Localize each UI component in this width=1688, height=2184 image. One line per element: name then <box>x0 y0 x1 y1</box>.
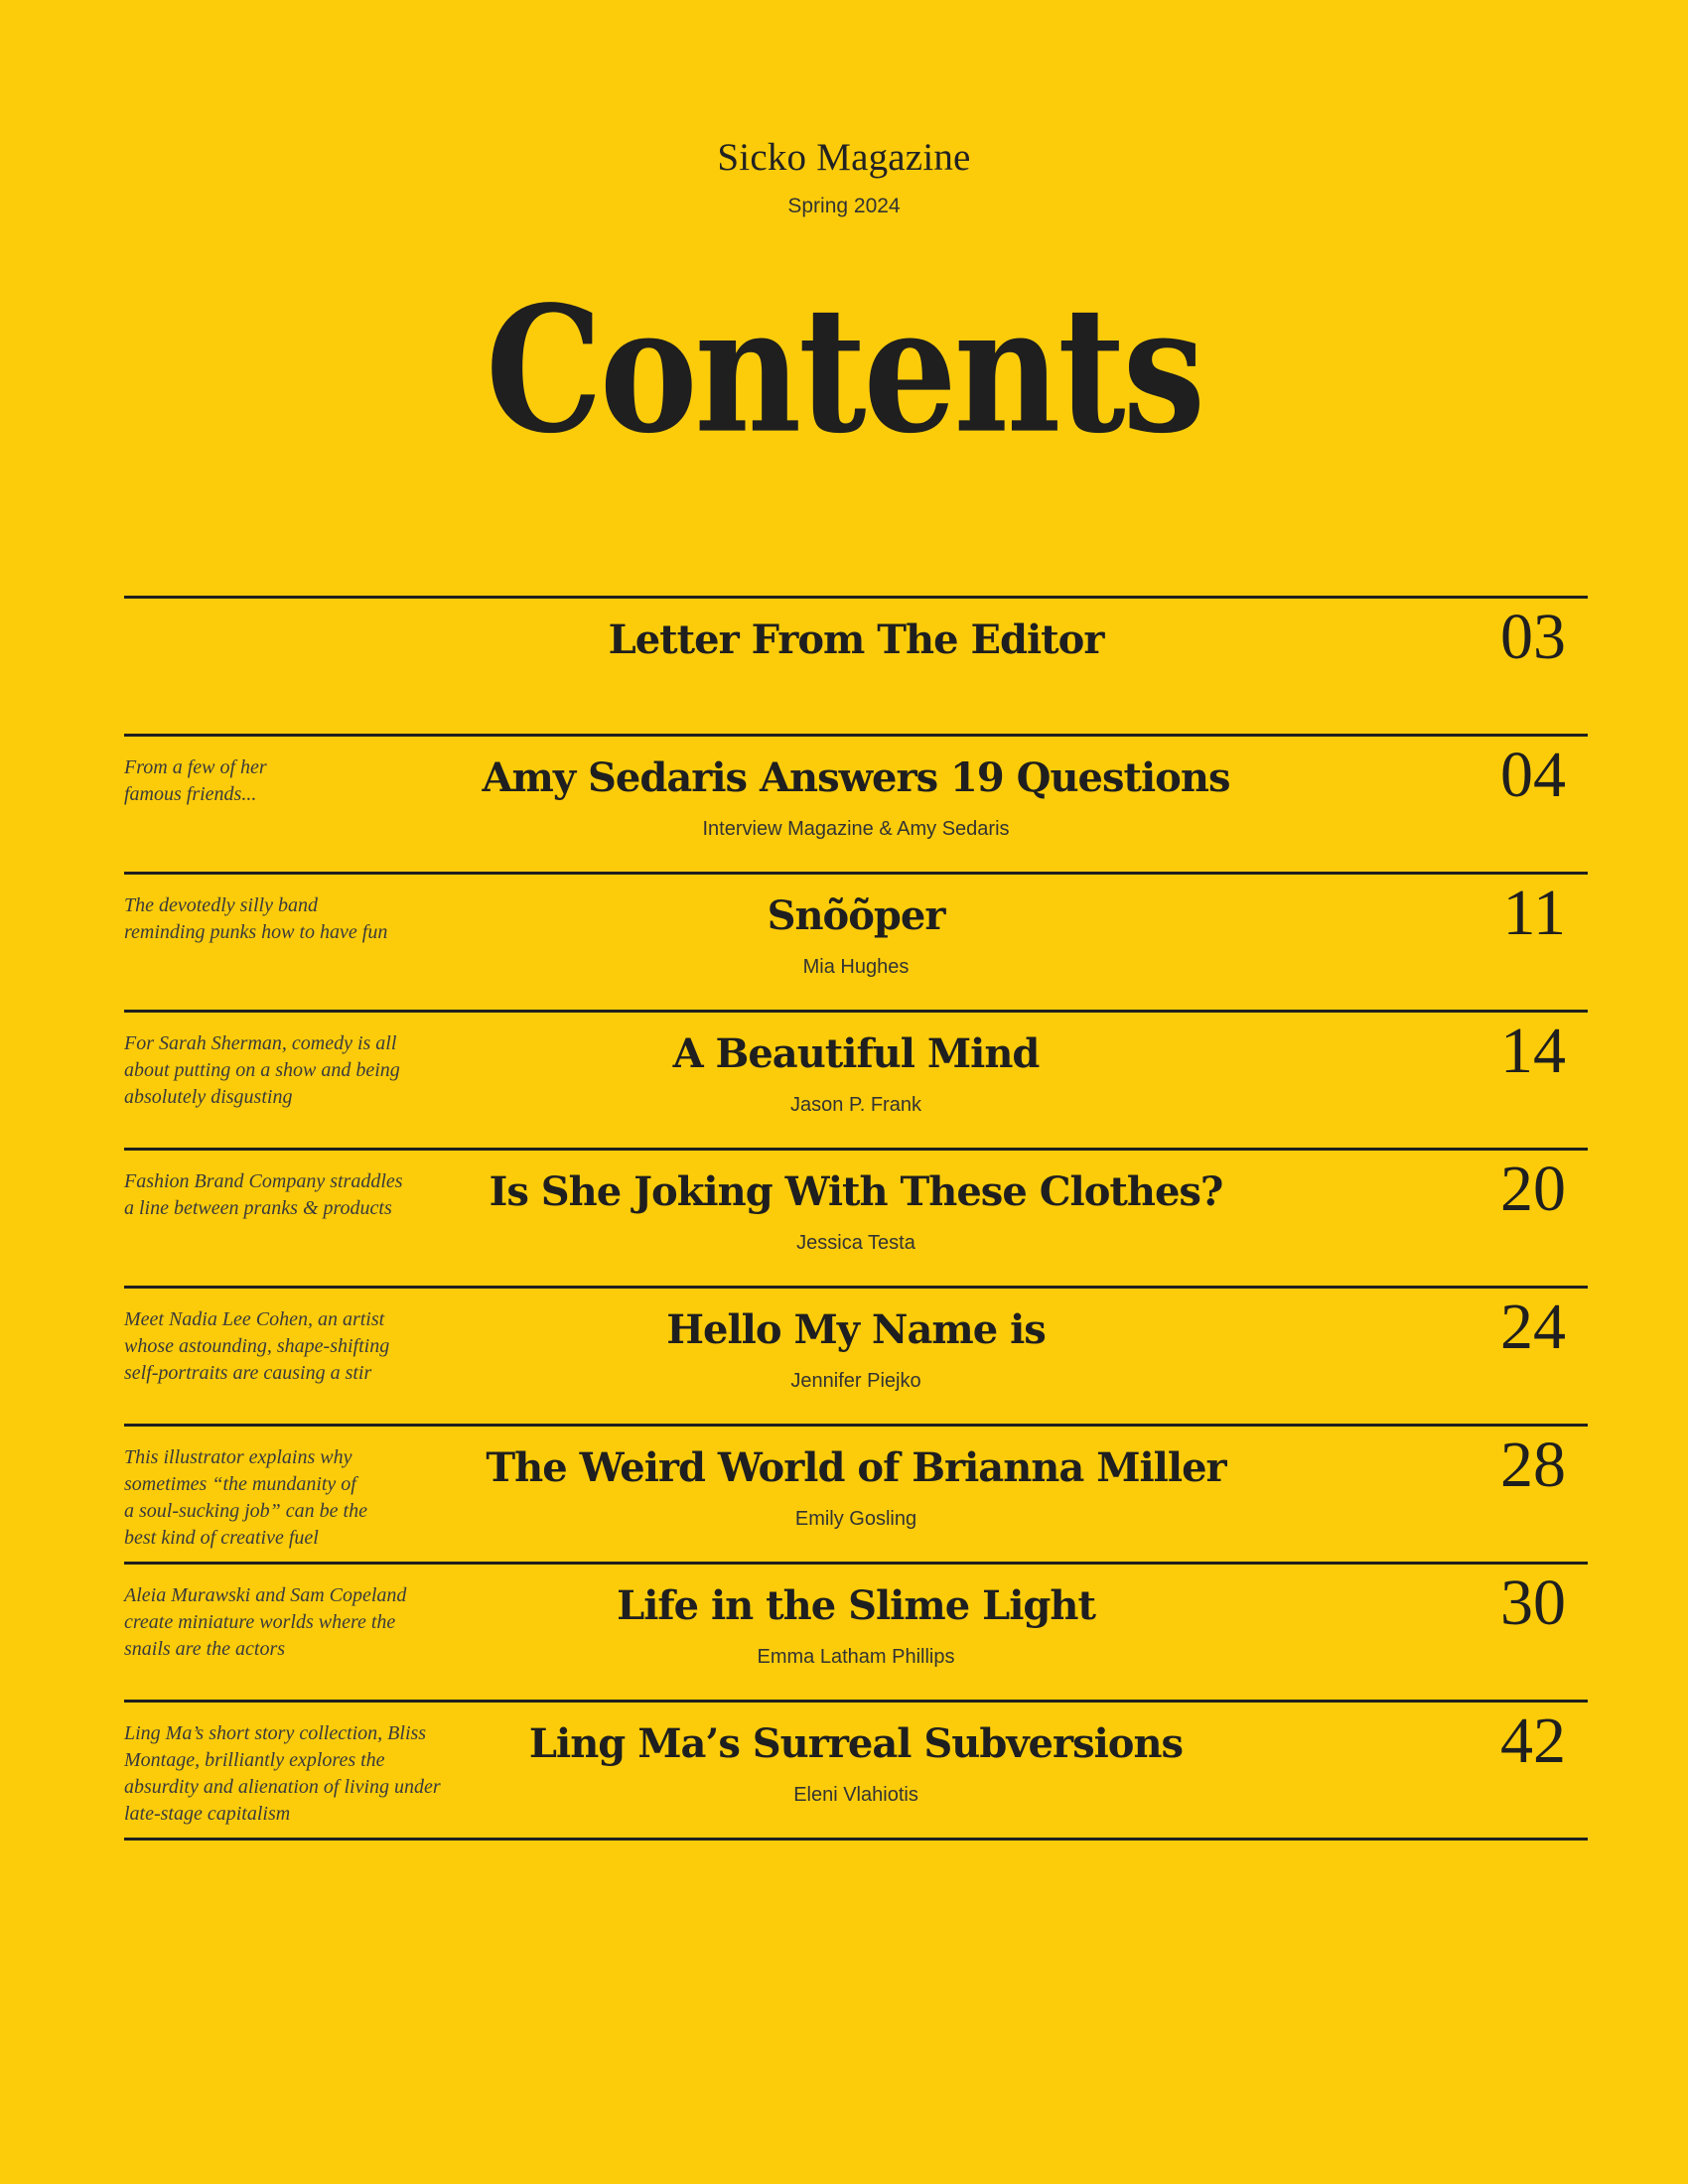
entry-author: Mia Hughes <box>802 956 910 978</box>
issue-date: Spring 2024 <box>787 195 901 217</box>
entry-title[interactable]: Amy Sedaris Answers 19 Questions <box>482 754 1230 801</box>
entry-author: Eleni Vlahiotis <box>793 1784 918 1806</box>
entry-title[interactable]: Hello My Name is <box>666 1306 1046 1353</box>
entry-blurb: Fashion Brand Company straddles a line between pranks & products <box>124 1170 403 1219</box>
entry-author: Jason P. Frank <box>790 1094 921 1116</box>
publication-name: Sicko Magazine <box>717 136 971 179</box>
toc-entry-letter-from-editor[interactable] <box>124 599 1588 737</box>
entry-blurb: The devotedly silly band reminding punks how to have fun <box>124 894 388 943</box>
entry-page-number: 11 <box>1502 877 1566 949</box>
entry-author: Jennifer Piejko <box>790 1370 921 1392</box>
entry-blurb: From a few of her famous friends... <box>124 756 267 805</box>
entry-author: Emma Latham Phillips <box>757 1646 955 1668</box>
entry-author: Emily Gosling <box>794 1508 917 1530</box>
toc-entry-ling-ma[interactable] <box>124 1703 1588 1841</box>
entry-page-number: 04 <box>1500 739 1566 811</box>
entry-title[interactable]: Snõõper <box>767 892 945 939</box>
entry-title[interactable]: Is She Joking With These Clothes? <box>489 1168 1223 1215</box>
toc-entry-snooper[interactable] <box>124 875 1588 1013</box>
entry-title[interactable]: Life in the Slime Light <box>617 1582 1095 1629</box>
entry-page-number: 14 <box>1500 1015 1566 1087</box>
entry-page-number: 24 <box>1500 1291 1566 1363</box>
table-of-contents <box>124 596 1588 1841</box>
entry-page-number: 28 <box>1500 1429 1566 1501</box>
toc-entry-brianna-miller[interactable] <box>124 1427 1588 1565</box>
entry-author: Interview Magazine & Amy Sedaris <box>702 818 1010 840</box>
entry-title[interactable]: A Beautiful Mind <box>672 1030 1040 1077</box>
toc-entry-beautiful-mind[interactable] <box>124 1013 1588 1151</box>
entry-blurb: Aleia Murawski and Sam Copeland create miniature worlds where the snails are the actors <box>124 1584 407 1660</box>
entry-page-number: 42 <box>1500 1705 1566 1777</box>
toc-entry-amy-sedaris[interactable] <box>124 737 1588 875</box>
entry-blurb: Meet Nadia Lee Cohen, an artist whose astounding, shape-shifting self-portraits are causing a stir <box>124 1308 390 1384</box>
entry-title[interactable]: Ling Ma’s Surreal Subversions <box>528 1720 1184 1767</box>
entry-title[interactable]: Letter From The Editor <box>608 616 1104 663</box>
entry-blurb: This illustrator explains why sometimes “the mundanity of a soul-sucking job” can be the best kind of creative fuel <box>124 1446 367 1549</box>
toc-entry-hello-my-name[interactable] <box>124 1289 1588 1427</box>
entry-page-number: 20 <box>1500 1153 1566 1225</box>
entry-page-number: 30 <box>1500 1567 1566 1639</box>
entry-author: Jessica Testa <box>796 1232 915 1254</box>
entry-title[interactable]: The Weird World of Brianna Miller <box>486 1444 1226 1491</box>
entry-blurb: For Sarah Sherman, comedy is all about putting on a show and being absolutely disgusting <box>124 1032 400 1108</box>
toc-entry-joking-clothes[interactable] <box>124 1151 1588 1289</box>
entry-blurb: Ling Ma’s short story collection, Bliss Montage, brilliantly explores the absurdity and alienation of living under late-stage capitalism <box>124 1722 441 1825</box>
page-title: Contents <box>486 267 1202 472</box>
toc-entry-slime-light[interactable] <box>124 1565 1588 1703</box>
entry-page-number: 03 <box>1500 601 1566 673</box>
